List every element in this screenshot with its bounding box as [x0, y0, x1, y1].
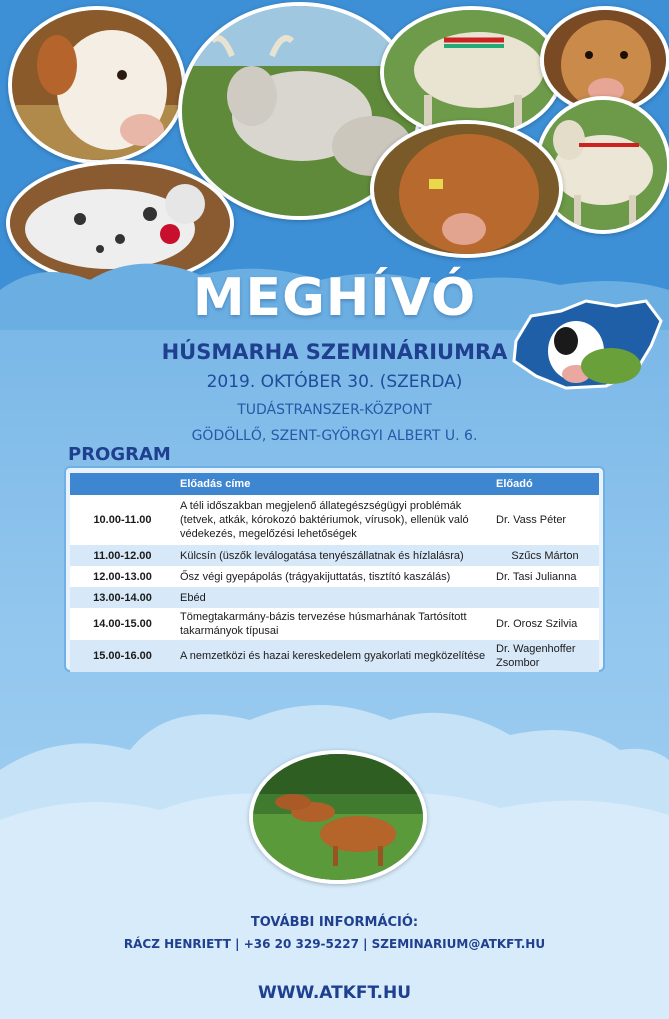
- row-speaker: Dr. Tasi Julianna: [491, 566, 599, 587]
- row-title: Tömegtakarmány-bázis tervezése húsmarhának Tartósított takarmányok típusai: [175, 608, 491, 640]
- column-header-title: Előadás címe: [175, 473, 491, 495]
- contact-details: RÁCZ HENRIETT | +36 20 329-5227 | SZEMINARIUM@ATKFT.HU: [123, 937, 546, 951]
- row-time: 12.00-13.00: [70, 566, 175, 587]
- row-time: 13.00-14.00: [70, 587, 175, 608]
- column-header-time: [70, 473, 175, 495]
- row-speaker: Dr. Wagenhoffer Zsombor: [491, 640, 599, 672]
- table-row: [70, 545, 599, 566]
- table-row: [70, 640, 599, 672]
- program-heading: PROGRAM: [68, 444, 171, 465]
- row-speaker: Dr. Orosz Szilvia: [491, 608, 599, 640]
- row-title: Ebéd: [175, 587, 491, 608]
- seminar-subtitle: HÚSMARHA SZEMINÁRIUMRA: [161, 340, 508, 364]
- cattle-pasture-photo: [249, 750, 427, 884]
- venue-address: GÖDÖLLŐ, SZENT-GYÖRGYI ALBERT U. 6.: [191, 428, 478, 444]
- row-time: 11.00-12.00: [70, 545, 175, 566]
- row-title: Külcsín (üszők leválogatása tenyészállatnak és hízlalásra): [175, 545, 491, 566]
- table-row: [70, 608, 599, 640]
- event-date: 2019. OKTÓBER 30. (SZERDA): [206, 372, 463, 392]
- website-link[interactable]: WWW.ATKFT.HU: [257, 983, 412, 1003]
- table-header-row: [70, 473, 599, 495]
- table-row: [70, 587, 599, 608]
- row-speaker: [491, 587, 599, 608]
- program-table: [64, 466, 605, 672]
- row-title: Ősz végi gyepápolás (trágyakijuttatás, tisztító kaszálás): [175, 566, 491, 587]
- row-time: 10.00-11.00: [70, 495, 175, 545]
- row-title: A téli időszakban megjelenő állategészségügyi problémák (tetvek, atkák, kórokozó baktériumok, vírusok), ellenük való védekezés, megelőzési lehetőségek: [175, 495, 491, 545]
- table-row: [70, 495, 599, 545]
- row-title: A nemzetközi és hazai kereskedelem gyakorlati megközelítése: [175, 640, 491, 672]
- venue-name: TUDÁSTRANSZER-KÖZPONT: [237, 402, 432, 418]
- invitation-title: MEGHÍVÓ: [192, 268, 477, 328]
- column-header-speaker: Előadó: [491, 473, 599, 495]
- row-speaker: Dr. Vass Péter: [491, 495, 599, 545]
- row-speaker: Szűcs Márton: [491, 545, 599, 566]
- cattle-photo-1: [8, 6, 186, 164]
- row-time: 15.00-16.00: [70, 640, 175, 672]
- row-time: 14.00-15.00: [70, 608, 175, 640]
- more-info-heading: TOVÁBBI INFORMÁCIÓ:: [250, 915, 419, 930]
- cattle-photo-3: [380, 6, 563, 139]
- table-row: [70, 566, 599, 587]
